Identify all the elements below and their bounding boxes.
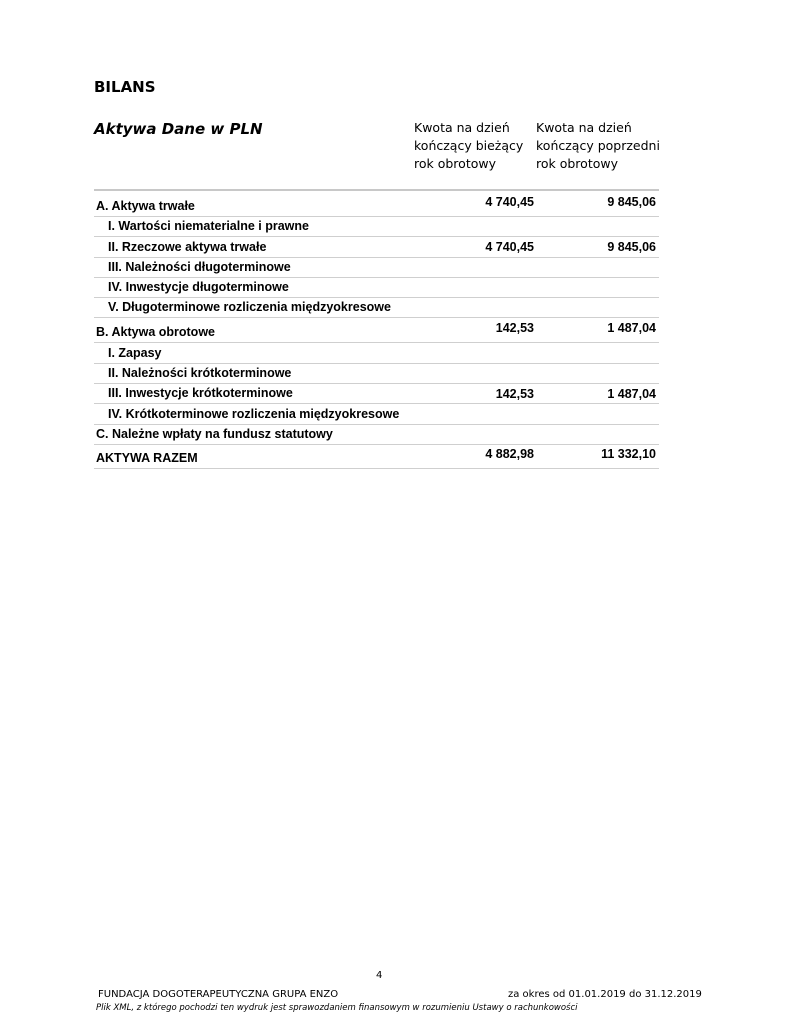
table-row — [94, 343, 659, 363]
footer-organization: FUNDACJA DOGOTERAPEUTYCZNA GRUPA ENZO — [98, 989, 339, 1000]
row-label: III. Inwestycje krótkoterminowe — [108, 386, 293, 401]
footer-note: Plik XML, z którego pochodzi ten wydruk jest sprawozdaniem finansowym w rozumieniu Ustawy o rachunkowości — [96, 1003, 578, 1013]
row-label: II. Należności krótkoterminowe — [108, 366, 292, 381]
table-row — [94, 217, 659, 237]
table-row-total — [94, 446, 659, 469]
row-label: IV. Krótkoterminowe rozliczenia międzyokresowe — [108, 406, 400, 421]
balance-table — [94, 189, 659, 469]
row-label: IV. Inwestycje długoterminowe — [108, 280, 289, 295]
table-row — [94, 278, 659, 298]
footer-period: za okres od 01.01.2019 do 31.12.2019 — [508, 989, 702, 1000]
table-top-rule — [94, 189, 659, 191]
page-title: BILANS — [94, 78, 156, 96]
table-row — [94, 192, 659, 217]
row-label: II. Rzeczowe aktywa trwałe — [108, 239, 267, 254]
column-header-current: Kwota na dzień kończący bieżący rok obrotowy — [414, 120, 524, 171]
page-number: 4 — [376, 970, 383, 981]
table-row — [94, 364, 659, 384]
table-row — [94, 384, 659, 404]
row-label: I. Zapasy — [108, 345, 162, 360]
row-label: I. Wartości niematerialne i prawne — [108, 219, 309, 234]
row-value-previous: 11 332,10 — [601, 446, 656, 461]
row-value-previous: 1 487,04 — [607, 387, 656, 402]
table-row — [94, 404, 659, 424]
row-value-previous: 1 487,04 — [607, 321, 656, 336]
row-value-current: 4 740,45 — [485, 195, 534, 209]
row-label: C. Należne wpłaty na fundusz statutowy — [96, 426, 333, 441]
column-header-previous: Kwota na dzień kończący poprzedni rok obrotowy — [536, 120, 660, 171]
row-label: III. Należności długoterminowe — [108, 259, 291, 274]
row-label: A. Aktywa trwałe — [96, 199, 195, 213]
row-value-previous: 9 845,06 — [607, 240, 656, 255]
row-label: V. Długoterminowe rozliczenia międzyokresowe — [108, 300, 391, 315]
row-value-current: 142,53 — [495, 387, 534, 402]
row-label: AKTYWA RAZEM — [96, 450, 198, 465]
table-row — [94, 298, 659, 318]
table-row — [94, 318, 659, 343]
table-row — [94, 258, 659, 278]
row-value-current: 4 740,45 — [485, 240, 534, 255]
row-value-previous: 9 845,06 — [607, 195, 656, 209]
row-value-current: 4 882,98 — [485, 446, 534, 461]
table-row — [94, 425, 659, 445]
row-label: B. Aktywa obrotowe — [96, 325, 215, 340]
section-subtitle: Aktywa Dane w PLN — [94, 120, 263, 138]
table-row — [94, 237, 659, 257]
row-value-current: 142,53 — [495, 321, 534, 336]
